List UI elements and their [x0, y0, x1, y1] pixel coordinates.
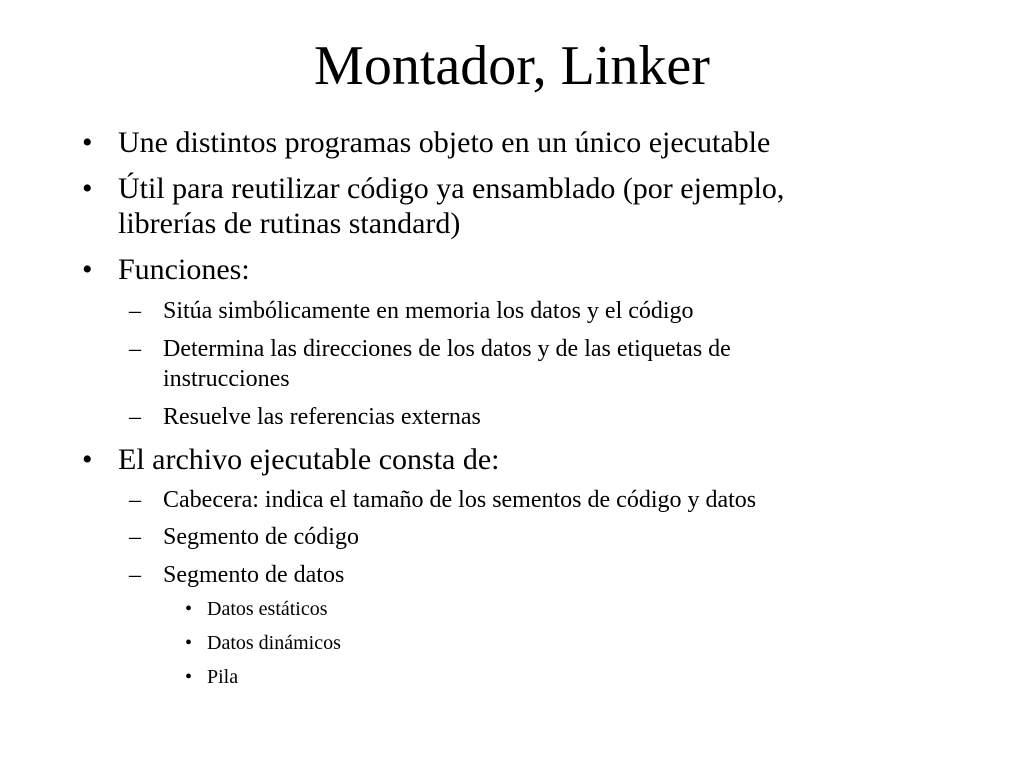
slide-title: Montador, Linker: [314, 35, 710, 97]
sub-bullet-text: Segmento de datos: [163, 562, 345, 588]
dash-icon: –: [129, 404, 141, 430]
bullet-text: librerías de rutinas standard): [118, 207, 461, 240]
sub-bullet-continuation: [163, 365, 290, 393]
dash-icon: –: [129, 524, 141, 550]
bullet-icon: •: [82, 443, 93, 476]
bullet-item: [82, 172, 785, 206]
bullet-text: Útil para reutilizar código ya ensamblado (por ejemplo,: [118, 172, 785, 205]
dash-icon: –: [129, 336, 141, 362]
bullet-icon: •: [185, 666, 193, 688]
sub-bullet-item: [129, 523, 359, 551]
bullet-icon: •: [82, 253, 93, 286]
sub-bullet-item: [129, 486, 757, 514]
bullet-icon: •: [82, 126, 93, 159]
sub-sub-bullet-item: [185, 597, 328, 621]
sub-sub-bullet-item: [185, 631, 341, 655]
bullet-item: [82, 126, 771, 160]
sub-sub-bullet-text: Datos dinámicos: [207, 632, 341, 654]
sub-bullet-item: [129, 297, 694, 325]
sub-bullet-text: instrucciones: [163, 366, 290, 392]
sub-bullet-text: Sitúa simbólicamente en memoria los datos y el código: [163, 298, 694, 324]
bullet-continuation: [118, 207, 460, 241]
sub-sub-bullet-text: Pila: [207, 666, 239, 688]
bullet-item: [82, 253, 250, 287]
bullet-icon: •: [185, 598, 193, 620]
bullet-icon: •: [185, 632, 193, 654]
dash-icon: –: [129, 562, 141, 588]
bullet-item: [82, 443, 500, 477]
sub-bullet-item: [129, 561, 345, 589]
bullet-icon: •: [82, 172, 93, 205]
dash-icon: –: [129, 298, 141, 324]
sub-sub-bullet-text: Datos estáticos: [207, 598, 328, 620]
bullet-text: Une distintos programas objeto en un único ejecutable: [118, 126, 771, 159]
sub-bullet-text: Determina las direcciones de los datos y de las etiquetas de: [163, 336, 731, 362]
sub-bullet-text: Segmento de código: [163, 524, 359, 550]
dash-icon: –: [129, 487, 141, 513]
bullet-text: Funciones:: [118, 253, 250, 286]
sub-bullet-text: Cabecera: indica el tamaño de los sementos de código y datos: [163, 487, 757, 513]
bullet-text: El archivo ejecutable consta de:: [118, 443, 500, 476]
sub-sub-bullet-item: [185, 665, 239, 689]
sub-bullet-text: Resuelve las referencias externas: [163, 404, 481, 430]
sub-bullet-item: [129, 335, 731, 363]
sub-bullet-item: [129, 403, 481, 431]
